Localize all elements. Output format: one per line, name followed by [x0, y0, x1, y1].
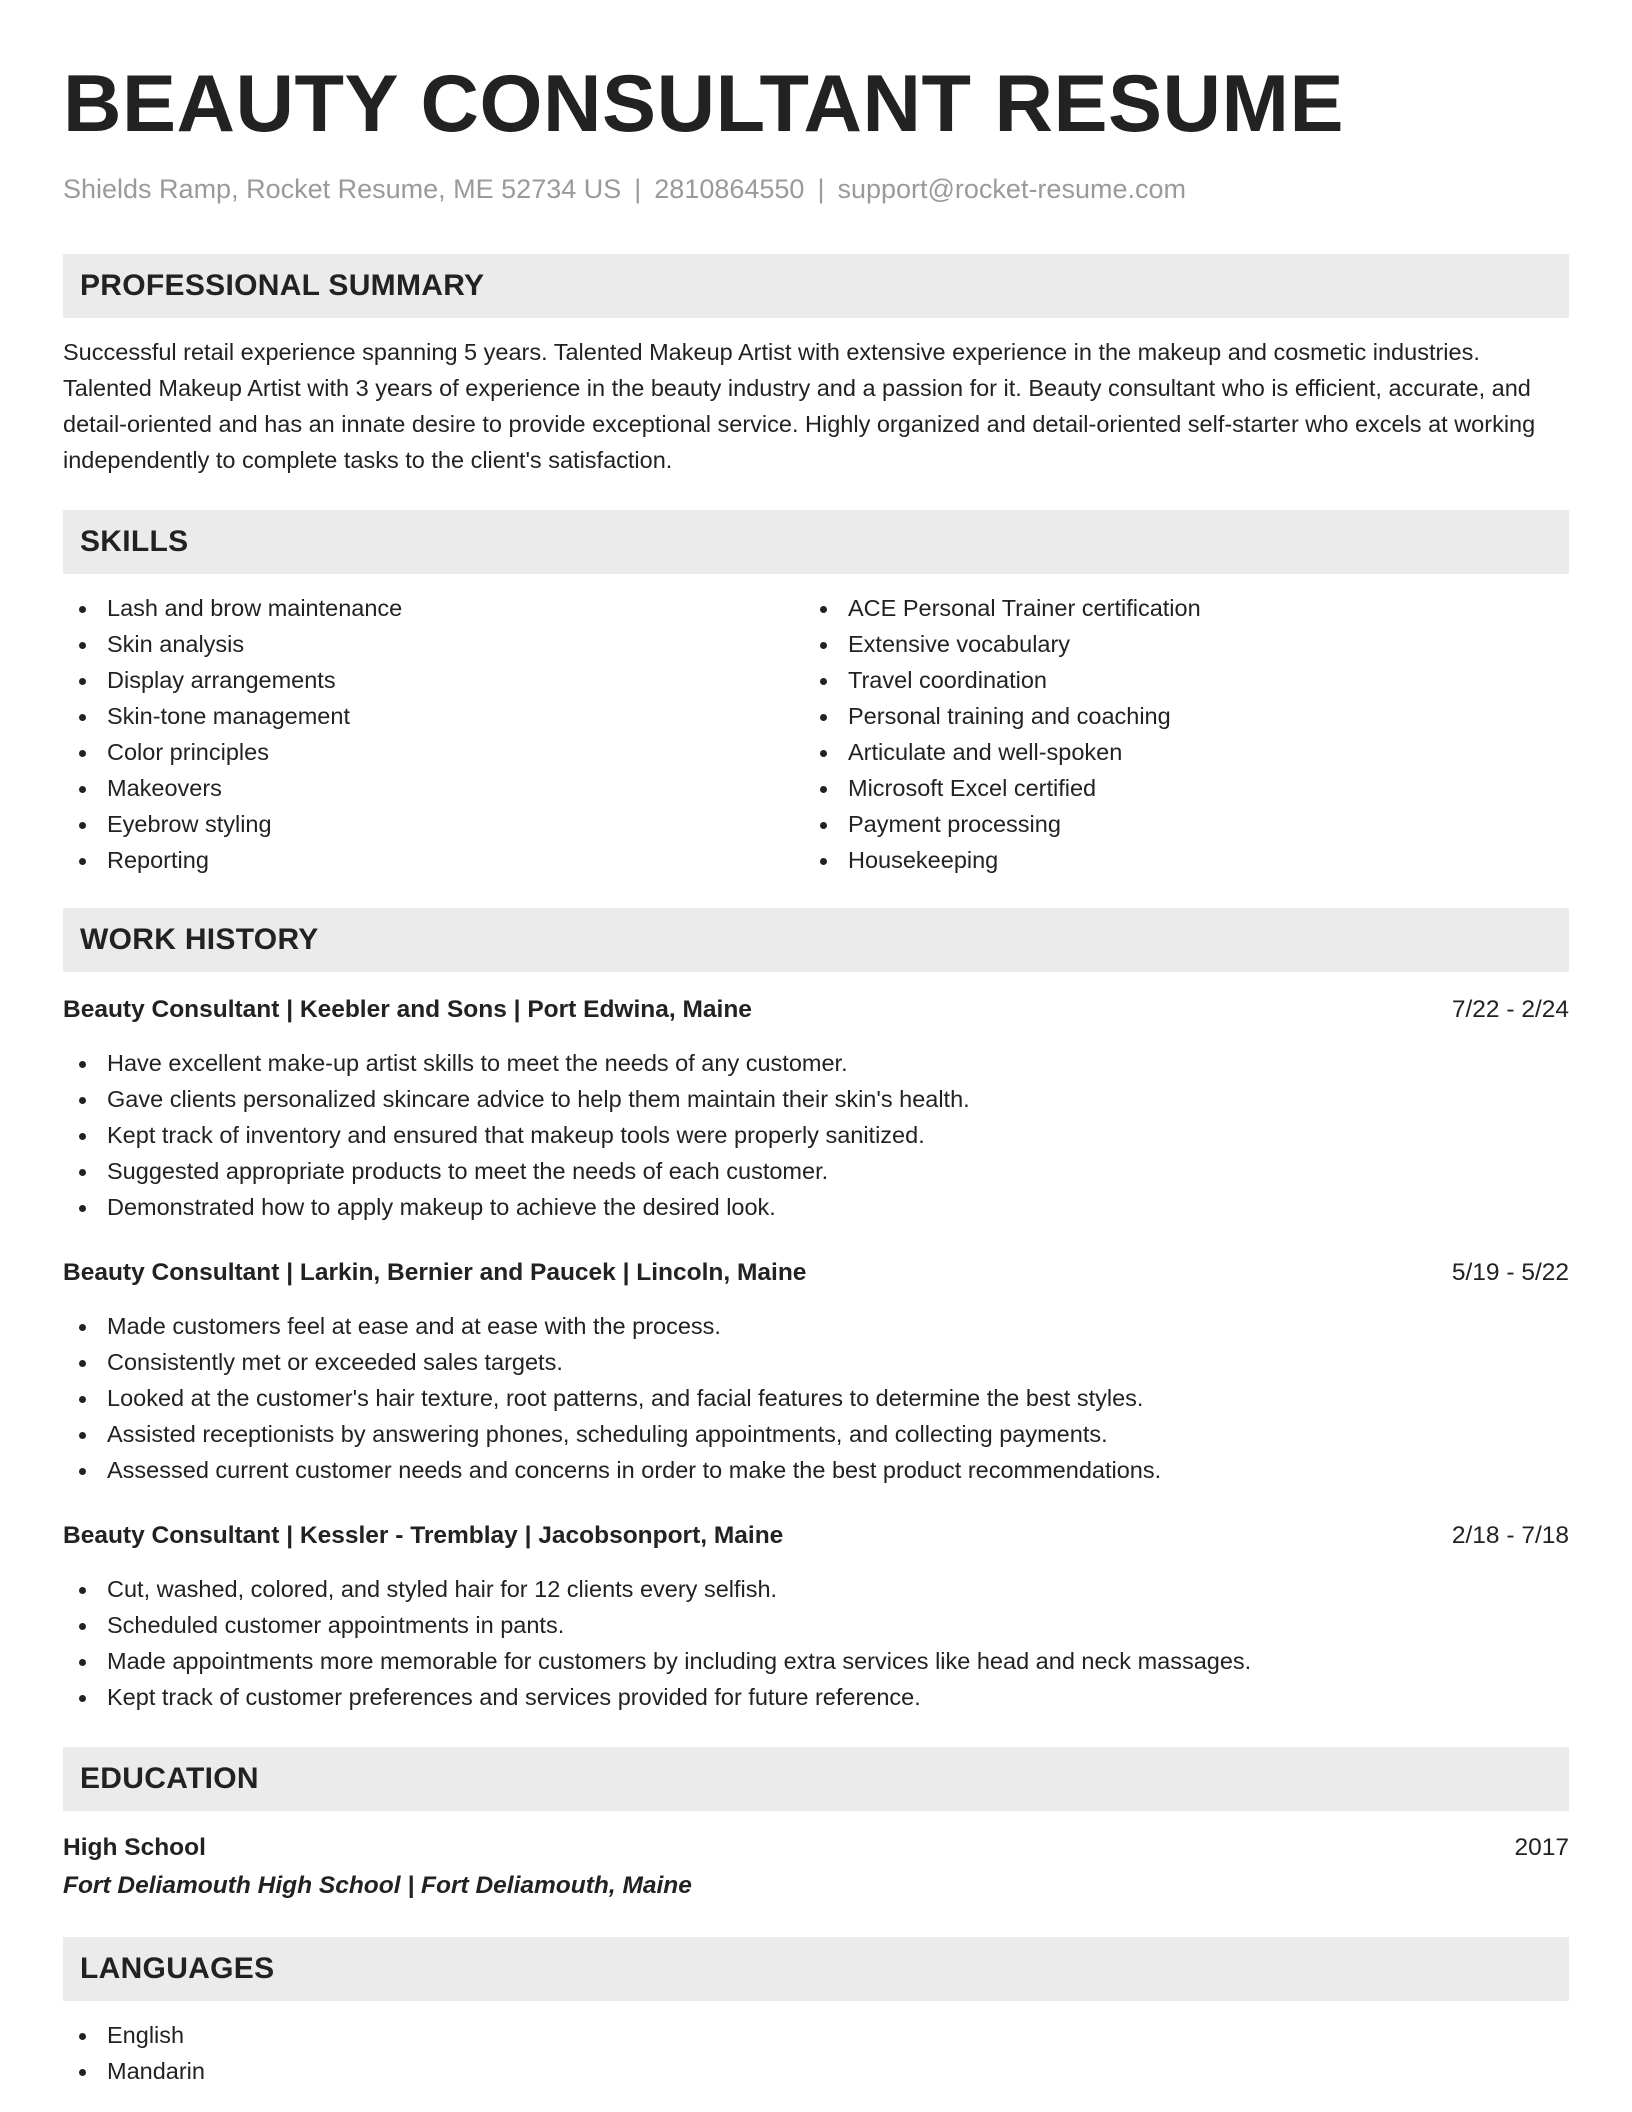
resume-title: BEAUTY CONSULTANT RESUME — [63, 59, 1345, 149]
language-item: English — [63, 2017, 1569, 2053]
section-header-summary: PROFESSIONAL SUMMARY — [63, 254, 1569, 318]
job-title: Beauty Consultant | Larkin, Bernier and Paucek | Lincoln, Maine — [63, 1259, 807, 1286]
skill-item: Makeovers — [63, 770, 804, 806]
contact-separator: | — [817, 174, 825, 204]
skill-item: Payment processing — [804, 806, 1545, 842]
job-duty: Demonstrated how to apply makeup to achieve the desired look. — [63, 1189, 1569, 1225]
skill-item: Personal training and coaching — [804, 698, 1545, 734]
skill-item: Color principles — [63, 734, 804, 770]
job-duty: Consistently met or exceeded sales targets. — [63, 1344, 1569, 1380]
job-duty: Cut, washed, colored, and styled hair for 12 clients every selfish. — [63, 1571, 1569, 1607]
contact-separator: | — [634, 174, 642, 204]
job-title: Beauty Consultant | Keebler and Sons | Port Edwina, Maine — [63, 996, 752, 1023]
skill-item: Microsoft Excel certified — [804, 770, 1545, 806]
skill-item: Extensive vocabulary — [804, 626, 1545, 662]
job-header — [63, 1518, 1569, 1554]
skill-item: Housekeeping — [804, 842, 1545, 878]
job-dates: 5/19 - 5/22 — [1451, 1259, 1569, 1286]
languages-list — [63, 2017, 1569, 2089]
skill-item: Travel coordination — [804, 662, 1545, 698]
education-school: Fort Deliamouth High School | Fort Deliamouth, Maine — [63, 1872, 692, 1899]
skill-item: ACE Personal Trainer certification — [804, 590, 1545, 626]
job-duty: Made customers feel at ease and at ease with the process. — [63, 1308, 1569, 1344]
skill-item: Lash and brow maintenance — [63, 590, 804, 626]
contact-line — [63, 172, 1569, 206]
section-header-skills: SKILLS — [63, 510, 1569, 574]
job-dates: 2/18 - 7/18 — [1451, 1522, 1569, 1549]
education-degree: High School — [63, 1834, 206, 1861]
job-duty: Kept track of inventory and ensured that makeup tools were properly sanitized. — [63, 1117, 1569, 1153]
job-entry — [63, 1255, 1569, 1488]
job-duty: Looked at the customer's hair texture, root patterns, and facial features to determine the best styles. — [63, 1380, 1569, 1416]
section-header-work-history: WORK HISTORY — [63, 908, 1569, 972]
summary-text: Successful retail experience spanning 5 years. Talented Makeup Artist with extensive experience in the makeup and cosmetic industries. Talented Makeup Artist with 3 years of experience in the beauty industry and a passion for it. Beauty consultant who is efficient, accurate, and detail-oriented and has an innate desire to provide exceptional service. Highly organized and detail-oriented self-starter who excels at working independently to complete tasks to the client's satisfaction. — [63, 339, 1536, 473]
skill-item: Reporting — [63, 842, 804, 878]
job-duties — [63, 1045, 1569, 1225]
job-duties — [63, 1571, 1569, 1715]
education-year: 2017 — [1514, 1834, 1569, 1861]
skill-item: Skin-tone management — [63, 698, 804, 734]
job-duty: Suggested appropriate products to meet the needs of each customer. — [63, 1153, 1569, 1189]
job-duty: Assisted receptionists by answering phones, scheduling appointments, and collecting payments. — [63, 1416, 1569, 1452]
job-title: Beauty Consultant | Kessler - Tremblay | Jacobsonport, Maine — [63, 1522, 784, 1549]
job-duty: Scheduled customer appointments in pants. — [63, 1607, 1569, 1643]
skill-item: Articulate and well-spoken — [804, 734, 1545, 770]
job-duty: Assessed current customer needs and concerns in order to make the best product recommendations. — [63, 1452, 1569, 1488]
skills-list — [63, 590, 1569, 878]
job-duty: Kept track of customer preferences and services provided for future reference. — [63, 1679, 1569, 1715]
skill-item: Eyebrow styling — [63, 806, 804, 842]
education-header — [63, 1829, 1569, 1867]
contact-email: support@rocket-resume.com — [837, 174, 1186, 204]
skills-column-right — [804, 590, 1545, 878]
job-duty: Gave clients personalized skincare advice to help them maintain their skin's health. — [63, 1081, 1569, 1117]
skills-column-left — [63, 590, 804, 878]
job-entry — [63, 992, 1569, 1225]
contact-phone: 2810864550 — [654, 174, 805, 204]
education-entry — [63, 1829, 1569, 1905]
job-duty: Have excellent make-up artist skills to meet the needs of any customer. — [63, 1045, 1569, 1081]
job-dates: 7/22 - 2/24 — [1451, 996, 1569, 1023]
job-entry — [63, 1518, 1569, 1715]
job-duties — [63, 1308, 1569, 1488]
job-header — [63, 992, 1569, 1028]
skill-item: Display arrangements — [63, 662, 804, 698]
contact-address: Shields Ramp, Rocket Resume, ME 52734 US — [63, 174, 622, 204]
language-item: Mandarin — [63, 2053, 1569, 2089]
section-header-education: EDUCATION — [63, 1747, 1569, 1811]
job-duty: Made appointments more memorable for customers by including extra services like head and neck massages. — [63, 1643, 1569, 1679]
skill-item: Skin analysis — [63, 626, 804, 662]
section-header-languages: LANGUAGES — [63, 1937, 1569, 2001]
job-header — [63, 1255, 1569, 1291]
